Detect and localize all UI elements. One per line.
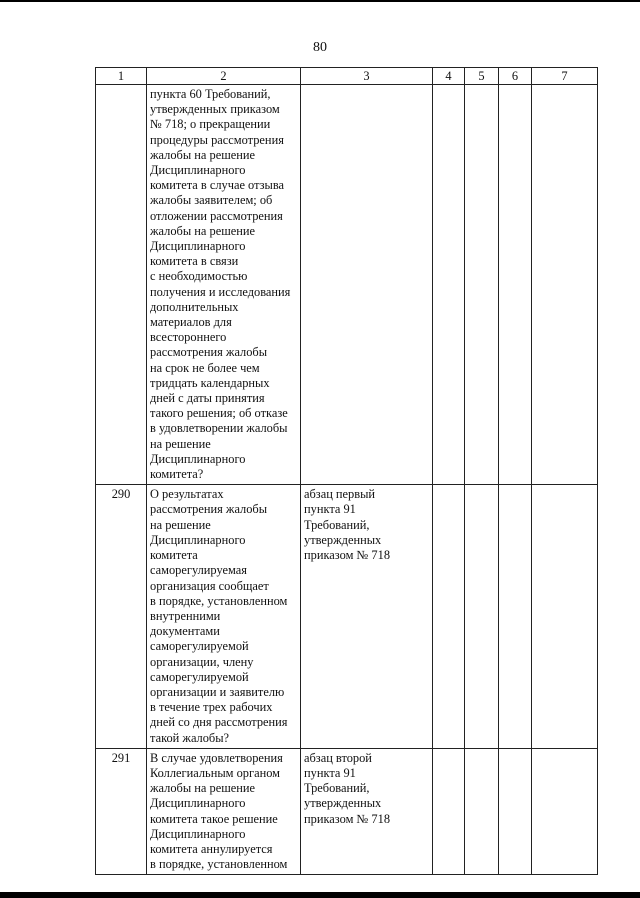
empty-cell xyxy=(499,748,532,875)
table-row xyxy=(96,748,598,875)
empty-cell xyxy=(499,85,532,485)
empty-cell xyxy=(465,748,499,875)
reference-text: абзац второй пункта 91 Требований, утвержденных приказом № 718 xyxy=(304,750,391,826)
empty-cell xyxy=(532,748,598,875)
question-cell xyxy=(147,485,301,748)
scan-edge-bottom xyxy=(0,892,640,898)
row-number: 291 xyxy=(96,748,147,875)
scan-edge-top xyxy=(0,0,640,2)
column-header-7: 7 xyxy=(532,68,598,85)
question-cell xyxy=(147,748,301,875)
question-cell xyxy=(147,85,301,485)
empty-cell xyxy=(532,485,598,748)
requirements-table xyxy=(95,67,598,875)
reference-cell xyxy=(301,85,433,485)
column-header-5: 5 xyxy=(465,68,499,85)
column-header-4: 4 xyxy=(433,68,465,85)
empty-cell xyxy=(433,748,465,875)
column-header-6: 6 xyxy=(499,68,532,85)
column-header-3: 3 xyxy=(301,68,433,85)
column-header-2: 2 xyxy=(147,68,301,85)
question-text: пункта 60 Требований, утвержденных приказом № 718; о прекращении процедуры рассмотрения жалобы на решение Дисциплинарного комитета в случае отзыва жалобы заявителем; об отложении рассмотрения жалобы на решение Дисциплинарного комитета в связи с необходимостью получения и исследования дополнительных материалов для всестороннего рассмотрения жалобы на срок не более чем тридцать календарных дней с даты принятия такого решения; об отказе в удовлетворении жалобы на решение Дисциплинарного комитета? xyxy=(150,87,291,482)
empty-cell xyxy=(433,85,465,485)
empty-cell xyxy=(465,485,499,748)
column-header-1: 1 xyxy=(96,68,147,85)
table-row xyxy=(96,485,598,748)
table-header-row xyxy=(96,68,598,85)
row-number xyxy=(96,85,147,485)
reference-cell xyxy=(301,485,433,748)
row-number: 290 xyxy=(96,485,147,748)
question-text: В случае удовлетворения Коллегиальным органом жалобы на решение Дисциплинарного комитета такое решение Дисциплинарного комитета аннулируется в порядке, установленном xyxy=(150,750,288,872)
question-text: О результатах рассмотрения жалобы на решение Дисциплинарного комитета саморегулируемая организация сообщает в порядке, установленном внутренними документами саморегулируемой организации, члену саморегулируемой организации и заявителю в течение трех рабочих дней со дня рассмотрения такой жалобы? xyxy=(150,487,288,745)
table-row xyxy=(96,85,598,485)
reference-cell xyxy=(301,748,433,875)
empty-cell xyxy=(499,485,532,748)
empty-cell xyxy=(433,485,465,748)
reference-text: абзац первый пункта 91 Требований, утвержденных приказом № 718 xyxy=(304,487,391,563)
page-number: 80 xyxy=(313,40,327,55)
empty-cell xyxy=(532,85,598,485)
empty-cell xyxy=(465,85,499,485)
